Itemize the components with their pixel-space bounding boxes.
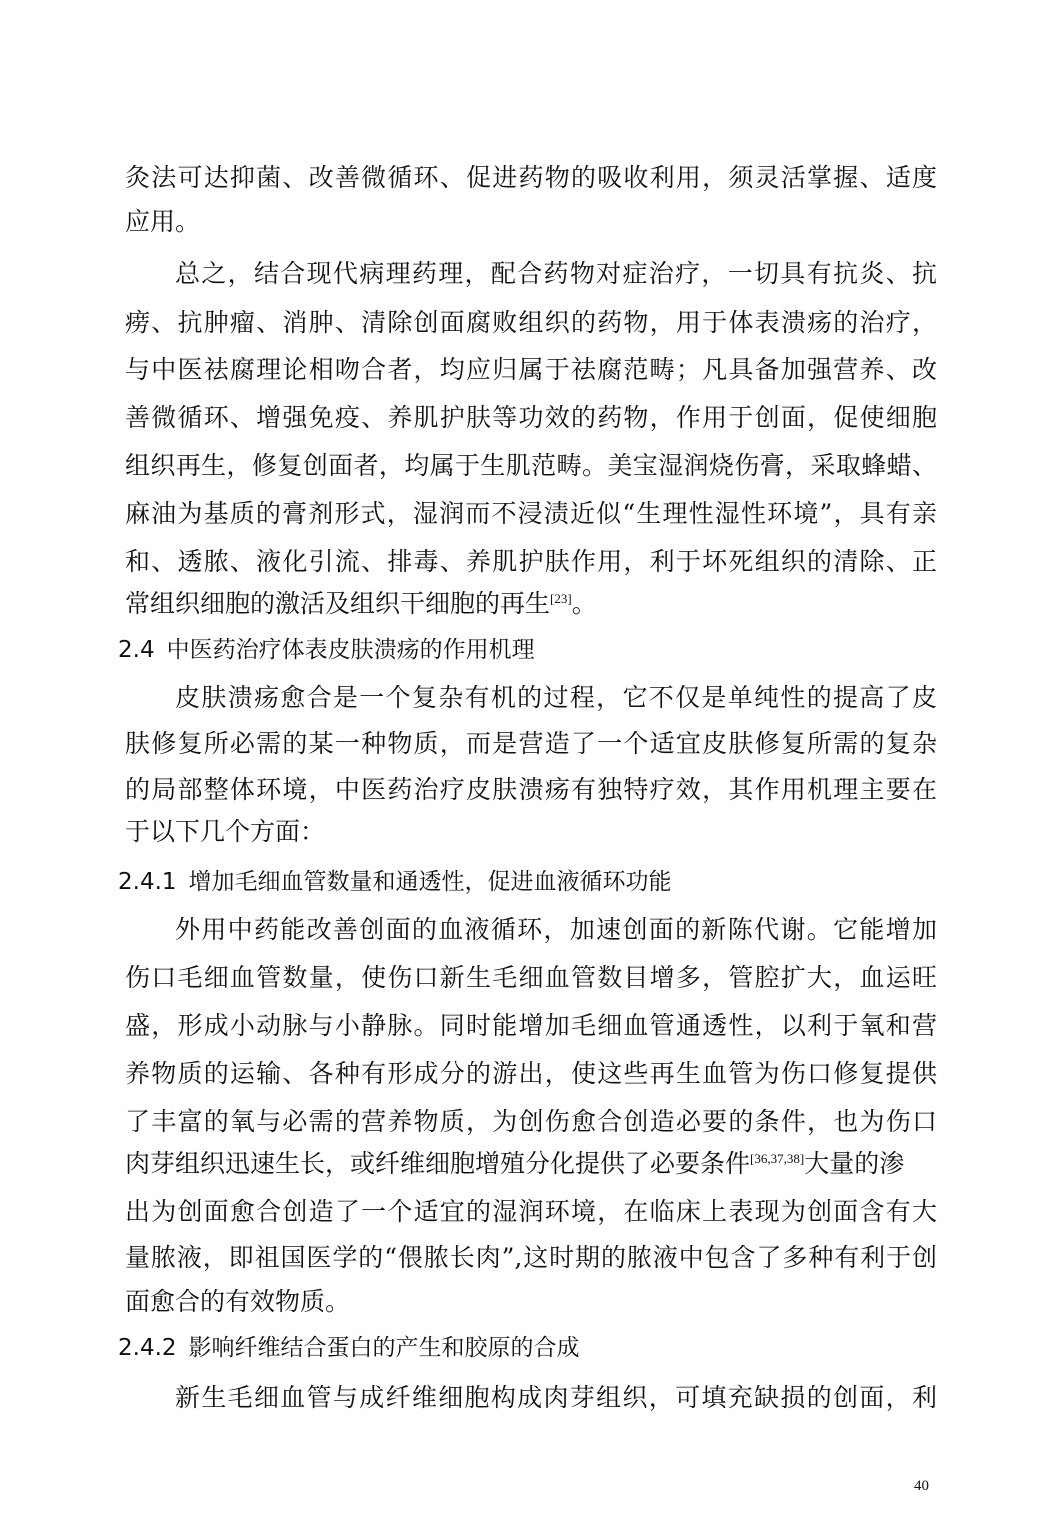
paragraph-first-line: 总之，结合现代病理药理，配合药物对症治疗，一切具有抗炎、抗 (175, 259, 937, 288)
body-line: 和、透脓、液化引流、排毒、养肌护肤作用，利于坏死组织的清除、正 (125, 547, 937, 576)
body-line: 量脓液，即祖国医学的“偎脓长肉”,这时期的脓液中包含了多种有利于创 (125, 1243, 937, 1272)
section-title: 中医药治疗体表皮肤溃疡的作用机理 (166, 637, 535, 663)
body-line: 盛，形成小动脉与小静脉。同时能增加毛细血管通透性，以利于氧和营 (125, 1011, 937, 1040)
section-number: 2.4.1 (118, 869, 177, 895)
body-line: 应用。 (125, 207, 201, 236)
body-line: 痨、抗肿瘤、消肿、清除创面腐败组织的药物，用于体表溃疡的治疗， (125, 308, 937, 337)
line-text: 。 (571, 589, 597, 618)
body-line: 善微循环、增强免疫、养肌护肤等功效的药物，作用于创面，促使细胞 (125, 403, 937, 432)
body-line: 麻油为基质的膏剂形式，湿润而不浸渍近似“生理性湿性环境”，具有亲 (125, 499, 937, 528)
body-line: 肤修复所必需的某一种物质，而是营造了一个适宜皮肤修复所需的复杂 (125, 729, 937, 758)
body-line: 伤口毛细血管数量，使伤口新生毛细血管数目增多，管腔扩大，血运旺 (125, 963, 937, 992)
subsection-heading (118, 864, 938, 900)
body-line: 组织再生，修复创面者，均属于生肌范畴。美宝湿润烧伤膏，采取蜂蜡、 (125, 451, 937, 480)
body-line: 于以下几个方面： (125, 817, 326, 846)
paragraph-first-line: 外用中药能改善创面的血液循环，加速创面的新陈代谢。它能增加 (175, 915, 937, 944)
body-line: 了丰富的氧与必需的营养物质，为创伤愈合创造必要的条件，也为伤口 (125, 1107, 937, 1136)
paragraph-first-line: 新生毛细血管与成纤维细胞构成肉芽组织，可填充缺损的创面，利 (175, 1383, 937, 1412)
body-line: 与中医祛腐理论相吻合者，均应归属于祛腐范畴；凡具备加强营养、改 (125, 355, 937, 384)
page-number: 40 (914, 1478, 929, 1494)
body-line: 的局部整体环境，中医药治疗皮肤溃疡有独特疗效，其作用机理主要在 (125, 775, 937, 804)
section-number: 2.4.2 (118, 1335, 177, 1361)
body-line: 面愈合的有效物质。 (125, 1287, 351, 1316)
line-text: 大量的渗 (804, 1149, 905, 1178)
line-text: 肉芽组织迅速生长，或纤维细胞增殖分化提供了必要条件 (125, 1149, 751, 1178)
body-line-with-citation (125, 586, 937, 622)
citation: [23] (550, 591, 572, 606)
line-text: 常组织细胞的激活及组织干细胞的再生 (125, 589, 551, 618)
paragraph-first-line: 皮肤溃疡愈合是一个复杂有机的过程，它不仅是单纯性的提高了皮 (175, 683, 937, 712)
section-number: 2.4 (118, 637, 155, 663)
body-line: 出为创面愈合创造了一个适宜的湿润环境，在临床上表现为创面含有大 (125, 1197, 937, 1226)
subsection-heading (118, 1330, 938, 1366)
section-title: 影响纤维结合蛋白的产生和胶原的合成 (188, 1335, 580, 1361)
section-heading (118, 632, 938, 668)
body-line: 灸法可达抑菌、改善微循环、促进药物的吸收利用，须灵活掌握、适度 (125, 163, 937, 192)
body-line: 养物质的运输、各种有形成分的游出，使这些再生血管为伤口修复提供 (125, 1059, 937, 1088)
citation: [36,37,38] (750, 1151, 805, 1166)
body-line-with-citation (125, 1146, 937, 1182)
section-title: 增加毛细血管数量和通透性，促进血液循环功能 (188, 869, 672, 895)
